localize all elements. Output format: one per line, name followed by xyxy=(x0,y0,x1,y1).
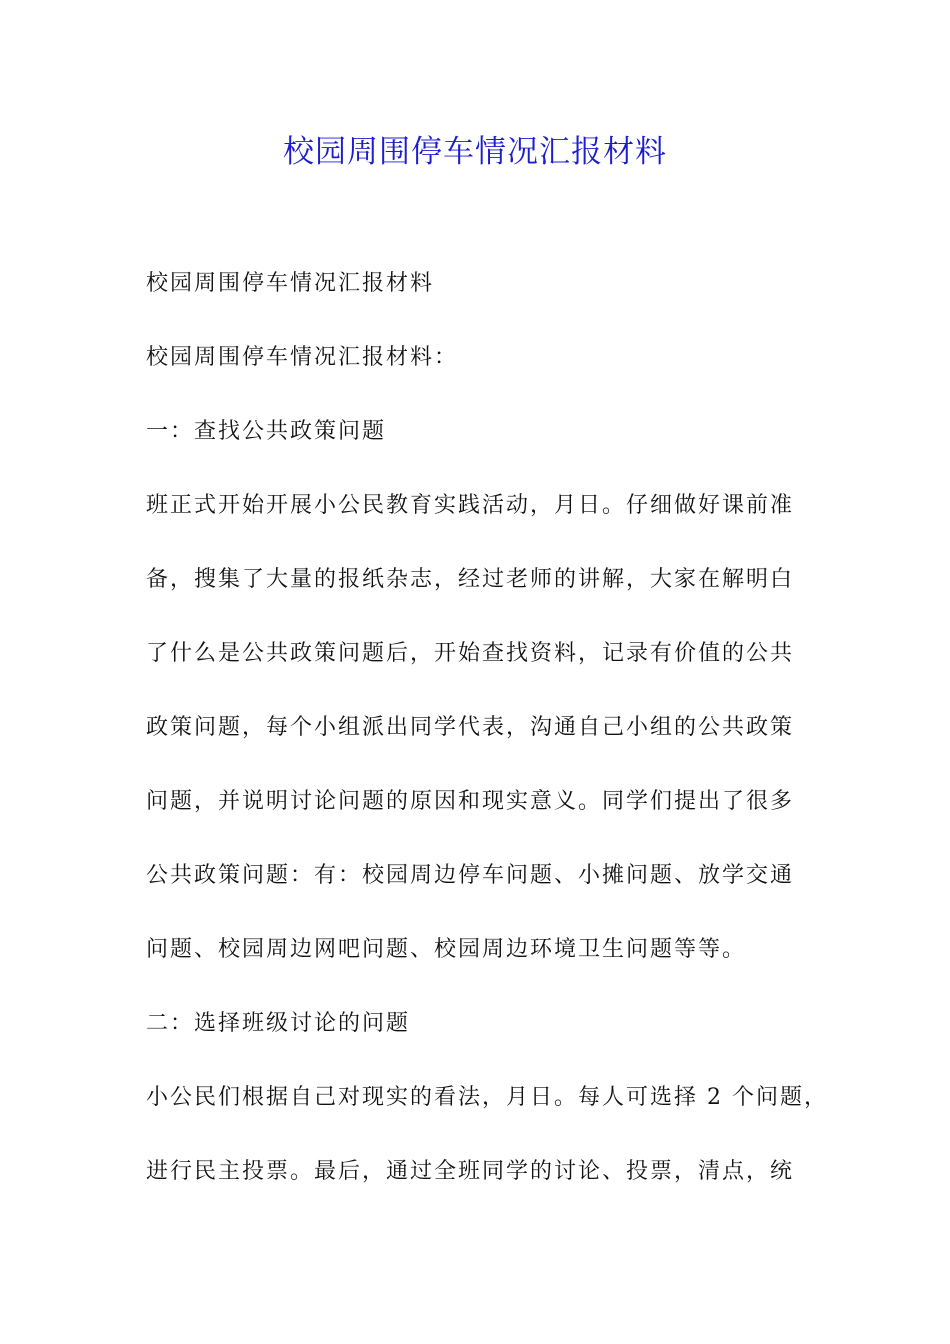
section-heading: 二：选择班级讨论的问题 xyxy=(146,1011,411,1036)
paragraph-line: 校园周围停车情况汇报材料 xyxy=(146,271,435,296)
document-body xyxy=(146,260,826,1222)
paragraph-line: 问题、校园周边网吧问题、校园周边环境卫生问题等等。 xyxy=(146,937,747,962)
paragraph-line: 了什么是公共政策问题后，开始查找资料，记录有价值的公共 xyxy=(146,641,795,666)
paragraph-line: 政策问题，每个小组派出同学代表，沟通自己小组的公共政策 xyxy=(146,715,795,740)
paragraph-line: 问题，并说明讨论问题的原因和现实意义。同学们提出了很多 xyxy=(146,789,795,814)
paragraph-line: 公共政策问题：有：校园周边停车问题、小摊问题、放学交通 xyxy=(146,863,795,888)
paragraph-line: 备，搜集了大量的报纸杂志，经过老师的讲解，大家在解明白 xyxy=(146,567,795,592)
paragraph-line: 进行民主投票。最后，通过全班同学的讨论、投票，清点，统 xyxy=(146,1159,795,1184)
section-heading: 一：查找公共政策问题 xyxy=(146,419,387,444)
paragraph-line: 小公民们根据自己对现实的看法，月日。每人可选择 2 个问题， xyxy=(146,1085,828,1110)
paragraph-line: 班正式开始开展小公民教育实践活动，月日。仔细做好课前准 xyxy=(146,493,795,518)
paragraph-line: 校园周围停车情况汇报材料： xyxy=(146,345,459,370)
document-title: 校园周围停车情况汇报材料 xyxy=(283,134,667,170)
